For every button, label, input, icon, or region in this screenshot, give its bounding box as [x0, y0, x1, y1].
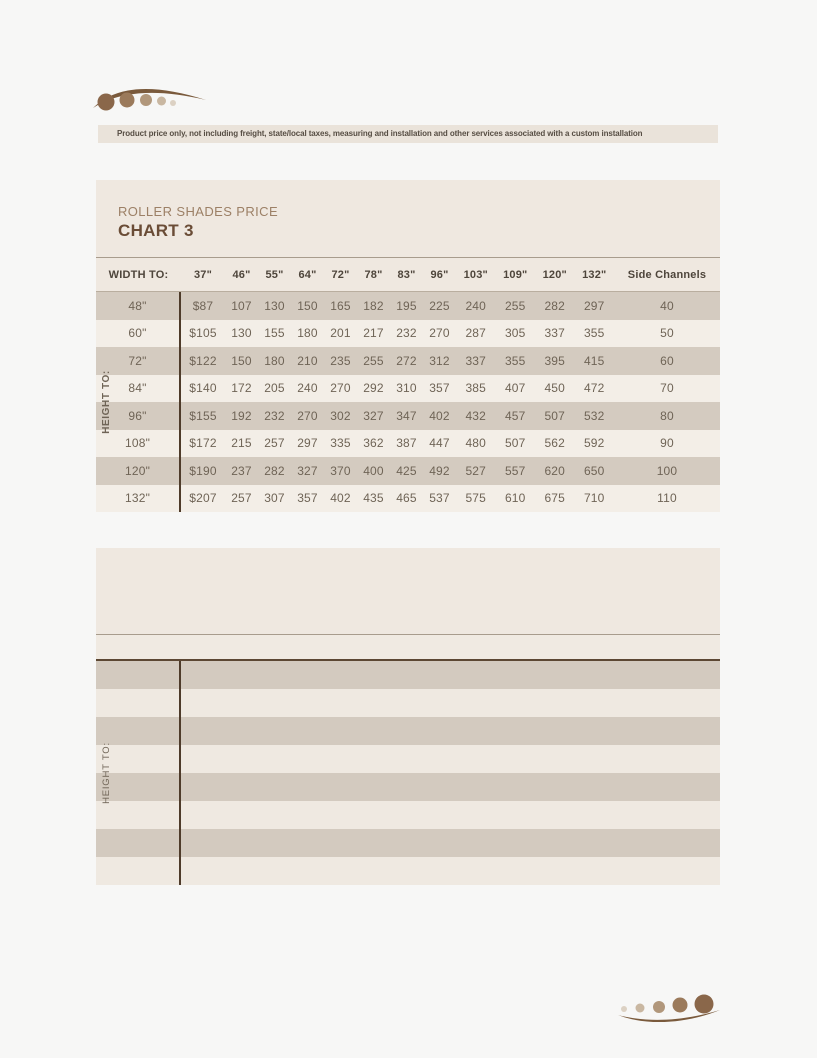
- price-cell: 205: [264, 381, 285, 396]
- width-header: 55": [265, 268, 284, 281]
- price-cell: 472: [583, 381, 605, 396]
- price-cell: 385: [465, 381, 487, 396]
- side-channel-cell: 60: [660, 353, 674, 368]
- width-header: 120": [542, 268, 567, 281]
- price-cell: $172: [189, 436, 217, 451]
- price-cell: 255: [504, 298, 526, 313]
- width-header: 37": [193, 268, 213, 281]
- price-cell: 292: [363, 381, 384, 396]
- empty-row: [96, 801, 720, 829]
- price-cell: 305: [504, 326, 526, 341]
- price-row: [96, 402, 720, 430]
- price-cell: 407: [504, 381, 526, 396]
- price-cell: 150: [231, 353, 252, 368]
- price-cell: 310: [396, 381, 417, 396]
- price-cell: 257: [231, 491, 252, 506]
- price-cell: 282: [544, 298, 566, 313]
- empty-row: [96, 773, 720, 801]
- empty-height-label-cell: [96, 857, 181, 885]
- price-cell: 395: [544, 353, 566, 368]
- price-cell: 355: [504, 353, 526, 368]
- price-cell: 257: [264, 436, 285, 451]
- side-channels-header: Side Channels: [627, 268, 707, 281]
- price-cell: 620: [544, 463, 566, 478]
- logo-dot: [653, 1001, 665, 1013]
- price-cell: 232: [264, 408, 285, 423]
- logo-dot: [673, 998, 688, 1013]
- width-header-row: [96, 258, 720, 292]
- price-row: [96, 430, 720, 458]
- width-header: 78": [364, 268, 383, 281]
- empty-row: [96, 717, 720, 745]
- width-header: 72": [331, 268, 350, 281]
- price-cell: 432: [465, 408, 487, 423]
- price-cell: 307: [264, 491, 285, 506]
- side-channel-cell: 90: [660, 436, 674, 451]
- price-cell: 387: [396, 436, 417, 451]
- price-cell: 457: [504, 408, 526, 423]
- empty-data-cell: [181, 745, 720, 773]
- height-label: 84": [96, 375, 181, 403]
- price-cell: 337: [544, 326, 566, 341]
- empty-height-label-cell: [96, 801, 181, 829]
- height-label: 72": [96, 347, 181, 375]
- logo-dot: [636, 1004, 645, 1013]
- logo-dot: [140, 94, 152, 106]
- price-cell: 150: [297, 298, 318, 313]
- empty-height-label-cell: [96, 689, 181, 717]
- price-cell: 335: [330, 436, 351, 451]
- price-cell: 270: [330, 381, 351, 396]
- price-cell: 337: [465, 353, 487, 368]
- price-cell: 402: [330, 491, 351, 506]
- price-cell: 235: [330, 353, 351, 368]
- empty-data-cell: [181, 689, 720, 717]
- height-axis-label: HEIGHT TO:: [101, 742, 112, 804]
- height-axis-label: HEIGHT TO:: [101, 370, 112, 434]
- side-channel-cell: 100: [656, 463, 678, 478]
- price-cell: 272: [396, 353, 417, 368]
- brand-logo-bottom: [616, 990, 722, 1034]
- width-header: 83": [397, 268, 416, 281]
- chart-title: CHART 3: [118, 221, 194, 240]
- price-cell: 592: [583, 436, 605, 451]
- height-label: 96": [96, 402, 181, 430]
- price-cell: 562: [544, 436, 566, 451]
- empty-table-body: [96, 661, 720, 885]
- price-cell: 107: [231, 298, 252, 313]
- price-cell: 240: [465, 298, 487, 313]
- disclaimer-bar: [98, 125, 718, 143]
- price-cell: 355: [583, 326, 605, 341]
- price-chart-block: [96, 180, 720, 512]
- side-channel-cell: 110: [657, 491, 677, 506]
- width-header: 46": [232, 268, 251, 281]
- price-cell: 182: [363, 298, 384, 313]
- disclaimer-text: Product price only, not including freight, state/local taxes, measuring and installation and other services associated with a custom installation: [117, 129, 643, 138]
- price-cell: 610: [504, 491, 526, 506]
- price-cell: 710: [583, 491, 605, 506]
- price-table-body: [96, 292, 720, 512]
- empty-data-cell: [181, 773, 720, 801]
- side-channel-cell: 40: [660, 298, 674, 313]
- price-cell: 450: [544, 381, 566, 396]
- price-cell: 180: [297, 326, 318, 341]
- logo-dot: [621, 1006, 627, 1012]
- price-cell: 465: [396, 491, 417, 506]
- price-cell: 402: [429, 408, 450, 423]
- width-header: 103": [463, 268, 488, 281]
- price-cell: 557: [504, 463, 526, 478]
- logo-dot: [98, 94, 115, 111]
- side-channel-cell: 50: [660, 326, 674, 341]
- logo-dot: [170, 100, 176, 106]
- price-cell: 237: [231, 463, 252, 478]
- price-cell: 370: [330, 463, 351, 478]
- empty-data-cell: [181, 829, 720, 857]
- price-cell: 532: [583, 408, 605, 423]
- height-label: 120": [96, 457, 181, 485]
- price-cell: 287: [465, 326, 487, 341]
- empty-row: [96, 689, 720, 717]
- empty-height-label-cell: [96, 661, 181, 689]
- price-row: [96, 485, 720, 513]
- chart-subtitle: ROLLER SHADES PRICE: [118, 204, 279, 219]
- price-cell: $155: [189, 408, 217, 423]
- empty-row: [96, 745, 720, 773]
- height-label: 132": [96, 485, 181, 513]
- brand-logo-top: [92, 75, 210, 119]
- price-cell: $140: [189, 381, 217, 396]
- empty-data-cell: [181, 717, 720, 745]
- price-cell: 537: [429, 491, 450, 506]
- empty-height-label-cell: [96, 717, 181, 745]
- price-cell: 357: [297, 491, 318, 506]
- empty-row: [96, 661, 720, 689]
- height-label: 48": [96, 292, 181, 320]
- side-channel-cell: 80: [660, 408, 674, 423]
- price-cell: 130: [231, 326, 252, 341]
- price-cell: $122: [189, 353, 217, 368]
- price-cell: 232: [396, 326, 417, 341]
- price-cell: 210: [297, 353, 318, 368]
- price-cell: 327: [297, 463, 318, 478]
- side-channel-cell: 70: [660, 381, 674, 396]
- empty-data-cell: [181, 801, 720, 829]
- empty-header-row: [96, 635, 720, 661]
- price-cell: 650: [583, 463, 605, 478]
- price-cell: 447: [429, 436, 450, 451]
- price-cell: 675: [544, 491, 566, 506]
- price-cell: 225: [429, 298, 450, 313]
- price-cell: 282: [264, 463, 285, 478]
- price-cell: 480: [465, 436, 487, 451]
- price-row: [96, 292, 720, 320]
- price-cell: 217: [363, 326, 384, 341]
- price-cell: 215: [231, 436, 252, 451]
- price-cell: 507: [544, 408, 566, 423]
- price-cell: 172: [231, 381, 252, 396]
- price-cell: 415: [583, 353, 605, 368]
- price-cell: 347: [396, 408, 417, 423]
- height-label: 108": [96, 430, 181, 458]
- width-header: 64": [298, 268, 317, 281]
- price-cell: 180: [264, 353, 285, 368]
- price-cell: $87: [192, 298, 214, 313]
- price-cell: 297: [583, 298, 605, 313]
- empty-chart-block: [96, 548, 720, 885]
- price-cell: 240: [297, 381, 318, 396]
- price-cell: 255: [363, 353, 384, 368]
- width-axis-label: WIDTH TO:: [108, 268, 169, 281]
- empty-row: [96, 829, 720, 857]
- price-cell: 165: [330, 298, 351, 313]
- height-label: 60": [96, 320, 181, 348]
- width-header: 96": [430, 268, 449, 281]
- price-cell: 492: [429, 463, 450, 478]
- price-row: [96, 320, 720, 348]
- price-cell: 425: [396, 463, 417, 478]
- logo-dot: [120, 93, 135, 108]
- price-cell: 575: [465, 491, 487, 506]
- empty-row: [96, 857, 720, 885]
- price-row: [96, 457, 720, 485]
- width-header: 132": [582, 268, 607, 281]
- price-cell: 201: [330, 326, 351, 341]
- price-cell: 302: [330, 408, 351, 423]
- price-cell: 527: [465, 463, 487, 478]
- price-row: [96, 347, 720, 375]
- empty-data-cell: [181, 661, 720, 689]
- price-cell: $207: [189, 491, 217, 506]
- price-cell: 195: [396, 298, 417, 313]
- price-cell: $105: [189, 326, 217, 341]
- price-cell: $190: [189, 463, 217, 478]
- price-row: [96, 375, 720, 403]
- empty-data-cell: [181, 857, 720, 885]
- price-cell: 327: [363, 408, 384, 423]
- width-header: 109": [503, 268, 528, 281]
- price-cell: 435: [363, 491, 384, 506]
- empty-height-label-cell: [96, 829, 181, 857]
- logo-dot: [695, 995, 714, 1014]
- chart-title-area: [96, 180, 720, 258]
- price-cell: 130: [264, 298, 285, 313]
- empty-title-area: [96, 548, 720, 635]
- price-cell: 270: [429, 326, 450, 341]
- price-cell: 155: [264, 326, 285, 341]
- price-cell: 507: [504, 436, 526, 451]
- price-cell: 400: [363, 463, 384, 478]
- logo-dot: [157, 97, 166, 106]
- price-cell: 357: [429, 381, 450, 396]
- price-cell: 192: [231, 408, 252, 423]
- price-cell: 297: [297, 436, 318, 451]
- price-cell: 312: [429, 353, 450, 368]
- price-cell: 362: [363, 436, 384, 451]
- price-cell: 270: [297, 408, 318, 423]
